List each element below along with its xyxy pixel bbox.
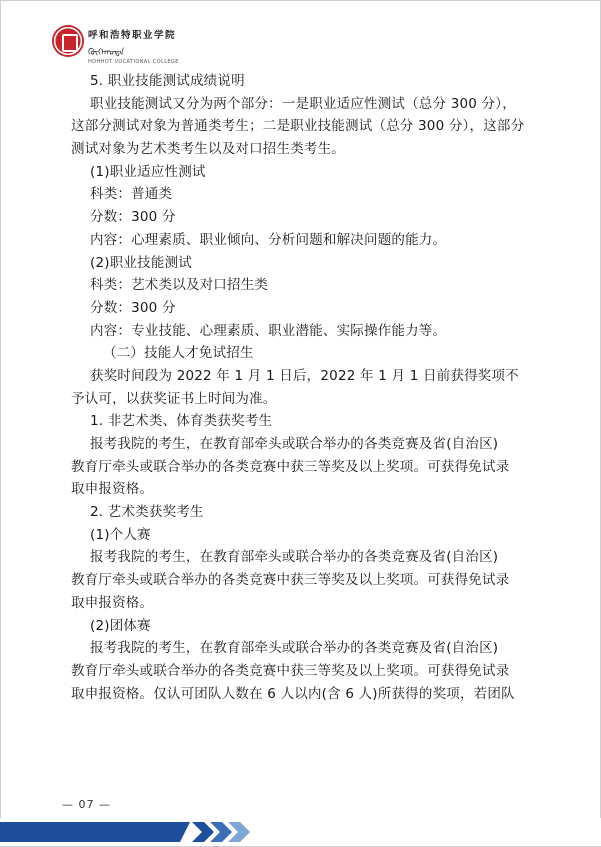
school-logo-icon (52, 25, 84, 57)
text-line: 获奖时间段为 2022 年 1 月 1 日后，2022 年 1 月 1 日前获得奖项不 (90, 367, 519, 384)
text-line: 取申报资格。 (71, 481, 154, 498)
text-line: 教育厅牵头或联合举办的各类竞赛中获三等奖及以上奖项。可获得免试录 (71, 662, 510, 679)
text-line: （二）技能人才免试招生 (103, 345, 254, 362)
text-line: 科类：艺术类以及对口招生类 (90, 277, 269, 294)
logo-emblem-icon (62, 34, 78, 52)
text-line: 职业技能测试又分为两个部分：一是职业适应性测试（总分 300 分）， (90, 95, 516, 112)
text-line: 予认可，以获奖证书上时间为准。 (71, 390, 277, 407)
text-line: 报考我院的考生，在教育部牵头或联合举办的各类竞赛及省(自治区) (90, 436, 499, 452)
school-name-cn: 呼和浩特职业学院 (88, 30, 177, 41)
text-line: 分数：300 分 (90, 209, 176, 226)
text-line: 测试对象为艺术类考生以及对口招生类考生。 (71, 141, 345, 158)
school-name-en: HOHHOT VOCATIONAL COLLEGE (88, 59, 179, 65)
text-line: 这部分测试对象为普通类考生；二是职业技能测试（总分 300 分），这部分 (71, 118, 525, 135)
text-line: 分数：300 分 (90, 299, 176, 316)
school-header (88, 27, 179, 65)
text-line: 内容：专业技能、心理素质、职业潜能、实际操作能力等。 (90, 322, 447, 339)
text-line: 内容：心理素质、职业倾向、分析问题和解决问题的能力。 (90, 231, 447, 248)
text-line: 报考我院的考生，在教育部牵头或联合举办的各类竞赛及省(自治区) (90, 549, 499, 566)
page-number: — 07 — (62, 798, 111, 811)
text-line: 教育厅牵头或联合举办的各类竞赛中获三等奖及以上奖项。可获得免试录 (71, 458, 510, 475)
footer-bar (0, 818, 601, 846)
footer-blue-bar (0, 822, 190, 842)
text-line: 报考我院的考生，在教育部牵头或联合举办的各类竞赛及省(自治区) (90, 640, 499, 657)
text-line: 取申报资格。 (71, 594, 154, 611)
text-line: 5. 职业技能测试成绩说明 (90, 73, 245, 89)
document-body (71, 70, 561, 705)
text-line: 取申报资格。仅认可团队人数在 6 人以内(含 6 人)所获得的奖项，若团队 (71, 685, 515, 702)
text-line: 1. 非艺术类、体育类获奖考生 (90, 413, 273, 430)
school-name-mn: ᠬᠥᠬᠡᠬᠣᠲᠠ (88, 48, 125, 58)
text-line: (2)职业技能测试 (90, 254, 192, 271)
text-line: 2. 艺术类获奖考生 (90, 504, 204, 521)
text-line: 教育厅牵头或联合举办的各类竞赛中获三等奖及以上奖项。可获得免试录 (71, 572, 510, 589)
text-line: (1)个人赛 (90, 526, 151, 543)
text-line: 科类：普通类 (90, 186, 173, 203)
text-line: (1)职业适应性测试 (90, 163, 206, 180)
text-line: (2)团体赛 (90, 617, 151, 634)
